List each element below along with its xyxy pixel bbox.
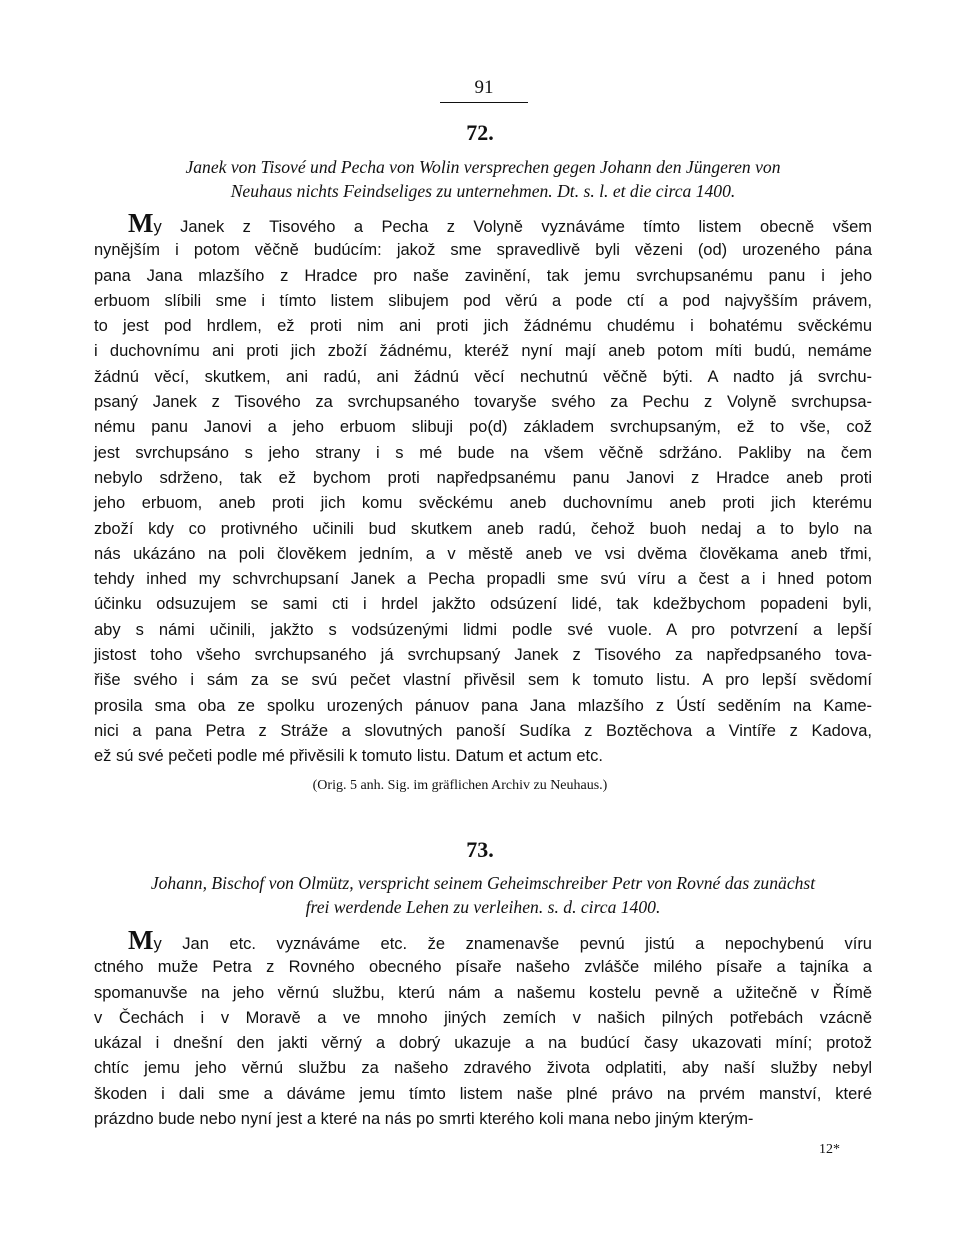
heading-line: Janek von Tisové und Pecha von Wolin versprechen gegen Johann den Jüngeren von xyxy=(185,157,781,177)
text-line-content: y Janek z Tisového a Pecha z Volyně vyznáváme tímto listem obecně všem xyxy=(153,218,872,236)
text-line: tehdy inhed my schvrchupsaní Janek a Pecha propadli sme svú víru a čest a i hned potom xyxy=(94,570,872,589)
text-line: nebylo sdrženo, tak ež bychom proti napředpsanému panu Janovi z Hradce aneb proti xyxy=(94,468,872,487)
text-line: nému panu Janovi a jeho erbuom slibuji po(d) základem svrchupsaným, ež to vše, což xyxy=(94,418,872,437)
heading-line: Johann, Bischof von Olmütz, verspricht seinem Geheimschreiber Petr von Rovné das zunächst xyxy=(150,873,816,893)
signature-mark: 12* xyxy=(819,1142,840,1157)
text-line: aby s námi učinili, jakžto s vodsúzenými lidmi podle své vuole. A pro potvrzení a lepší xyxy=(94,620,872,639)
text-line: prázdno bude nebo nyní jest a které na nás po smrti kterého koli mana nebo jiným kterým- xyxy=(94,1110,754,1129)
text-line xyxy=(94,925,872,955)
text-line: jeho erbuom, aneb proti jich komu svěckému aneb duchovnímu aneb proti jich kterému xyxy=(94,494,872,513)
document-heading xyxy=(94,155,872,203)
document-number: 73. xyxy=(466,837,494,862)
source-citation: (Orig. 5 anh. Sig. im gräflichen Archiv zu Neuhaus.) xyxy=(312,778,608,793)
text-line: to jest pod hrdlem, ež proti nim ani proti jich žádnému chudému i bohatému svěckému xyxy=(94,317,872,336)
document-number: 72. xyxy=(466,120,494,145)
text-line: nynějším i potom věčně budúcím: jakož sme spravedlivě byli vězeni (od) urozeného pána xyxy=(94,241,872,260)
text-line: pana Jana mlazšího z Hradce pro naše zavinění, tak jemu svrchupsanému panu i jeho xyxy=(94,266,872,285)
drop-initial: M xyxy=(128,208,154,238)
page-number: 91 xyxy=(474,77,494,98)
text-line: jistost toho všeho svrchupsaného já svrchupsaný Janek z Tisového za napředpsaného tova- xyxy=(94,646,872,665)
document-body xyxy=(94,208,872,770)
document-heading xyxy=(94,871,872,919)
text-line-content: y Jan etc. vyznáváme etc. že znamenavše pevnú jistú a nepochybenú víru xyxy=(153,935,872,953)
text-line: nici a pana Petra z Stráže a slovutných panoší Sudíka z Boztěchova a Vintíře z Kadova, xyxy=(94,721,872,740)
text-line: jest svrchupsáno s jeho strany i s mé bude na všem věčně sdržáno. Pakliby na čem xyxy=(94,443,872,462)
heading-line: Neuhaus nichts Feindseliges zu unternehmen. Dt. s. l. et die circa 1400. xyxy=(230,181,736,201)
text-line: erbuom slíbili sme i tímto listem slibujem pod věrú a pode ctí a pod najvyšším právem, xyxy=(94,291,872,310)
document-body xyxy=(94,925,872,1132)
text-line: chtíc jemu jeho věrnú službu za našeho zdravého života odplatiti, aby naší služby nebyl xyxy=(94,1059,872,1078)
text-line: ukázal i dnešní den jakti věrný a dobrý ukazuje a na budúcí časy ukazovati míní; protož xyxy=(94,1034,872,1053)
text-line: i duchovnímu ani proti jich zboží žádnému, kteréž nyní mají aneb potom míti budú, nemáme xyxy=(94,342,872,361)
text-line: v Čechách i v Moravě a ve mnoho jiných zemích v našich pilných potřebách vzácně xyxy=(94,1008,872,1027)
text-line: ctného muže Petra z Rovného obecného písaře našeho zvlášče milého písaře a tajníka a xyxy=(94,958,872,977)
heading-line: frei werdende Lehen zu verleihen. s. d. circa 1400. xyxy=(305,897,661,917)
text-line: zboží kdy co protivného učinili bud skutkem aneb radú, čehož buoh nedaj a to bylo na xyxy=(94,519,872,538)
text-line: psaný Janek z Tisového za svrchupsaného tovaryše svého za Pechu z Volyně svrchupsa- xyxy=(94,393,872,412)
text-line: žádnú věcí, skutkem, ani radú, ani žádnú věcí nechutnú věčně býti. A nadto já svrchu- xyxy=(94,367,872,386)
text-line: nás ukázáno na poli člověkem jedním, a v městě aneb ve vsi dvěma člověkama aneb třmi, xyxy=(94,544,872,563)
drop-initial: M xyxy=(128,925,154,955)
text-line: účinku odsuzujem se sami cti i hrdel jakžto odsúzení lidé, tak kdežbychom popadeni byli, xyxy=(94,595,872,614)
text-line: spomanuvše na jeho věrnú službu, kterú nám a našemu kostelu pevně a užitečně v Římě xyxy=(94,983,872,1002)
text-line: prosila sma oba ze spolku urozených pánuov pana Jana mlazšího z Ústí seděním na Kame- xyxy=(94,696,872,715)
page-number-rule xyxy=(440,102,528,103)
text-line xyxy=(94,208,872,238)
text-line: ež sú své pečeti podle mé přivěsili k tomuto listu. Datum et actum etc. xyxy=(94,747,603,766)
text-line: řiše svého i sám za se svú pečet vlastní přivěsil sem k tomuto listu. A pro lepší svědomí xyxy=(94,671,872,690)
text-line: škoden i dali sme a dáváme jemu tímto listem naše plné právo na prvém manství, které xyxy=(94,1084,872,1103)
